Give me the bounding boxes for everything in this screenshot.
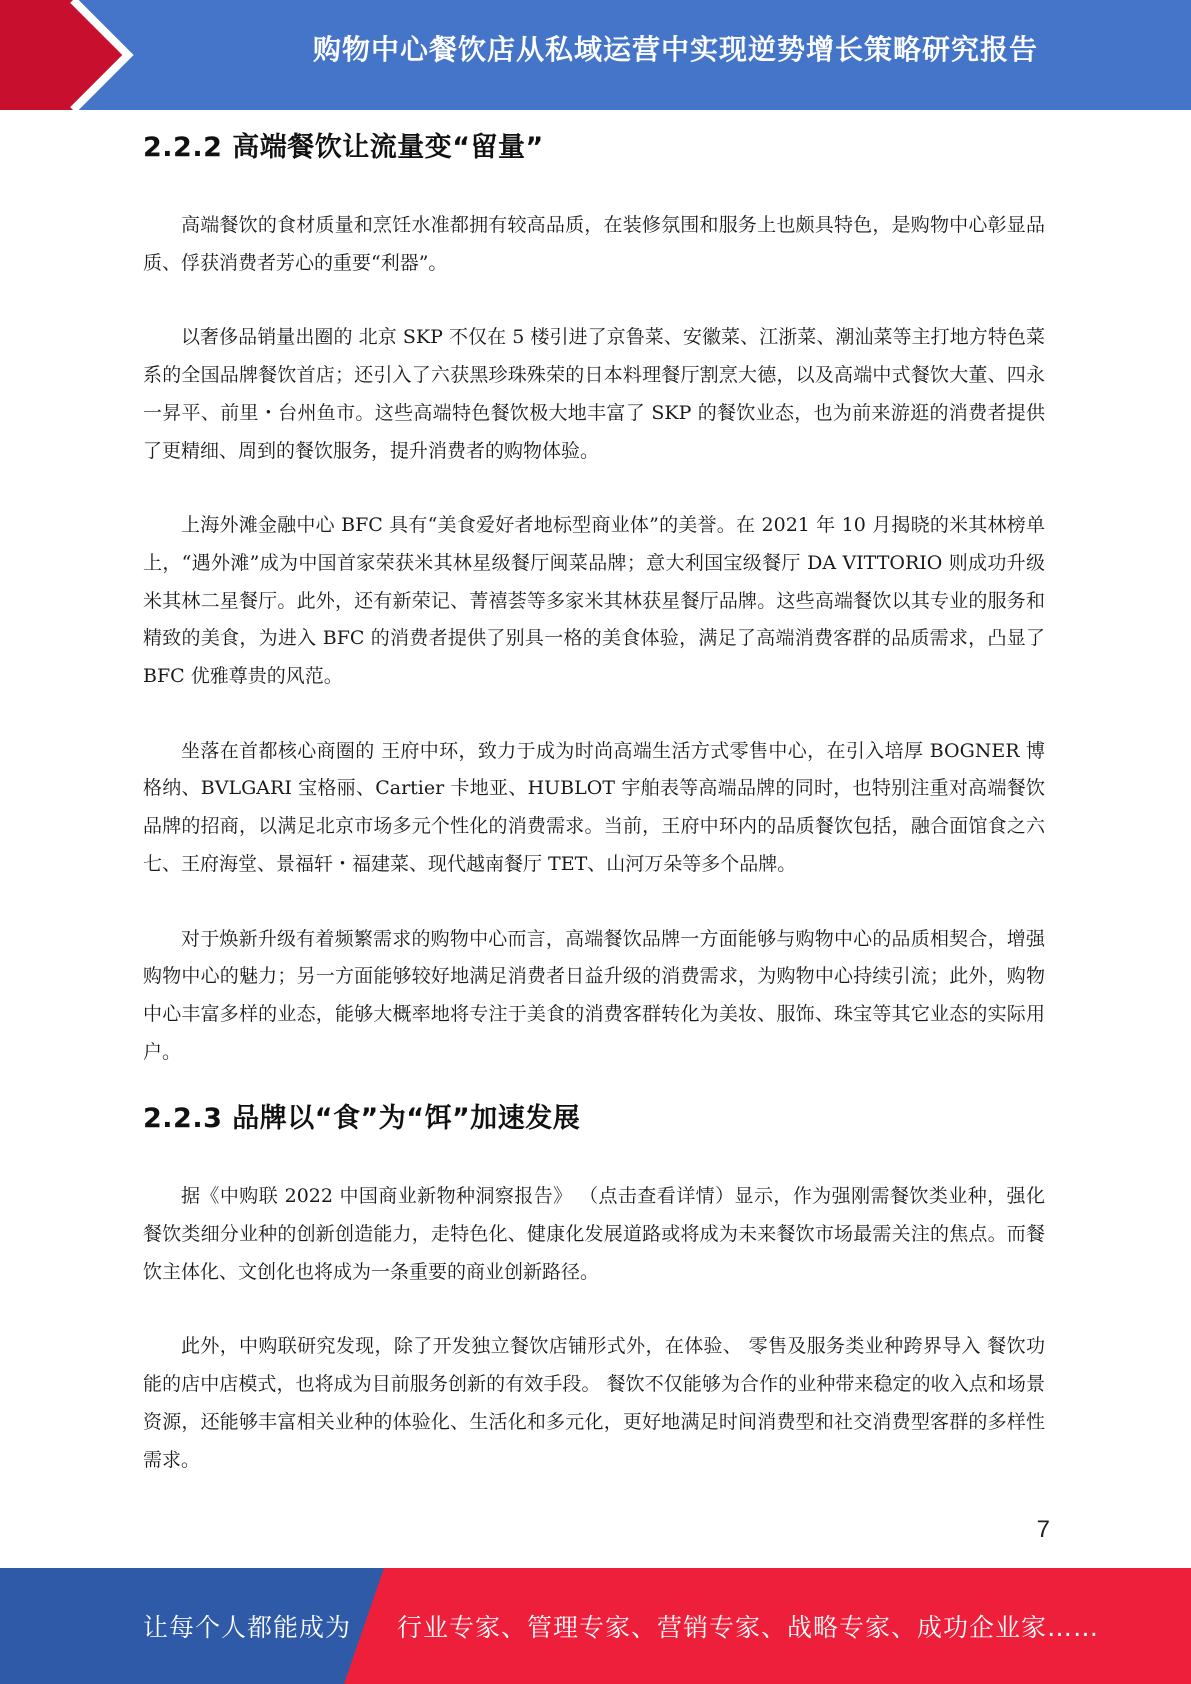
paragraph: 对于焕新升级有着频繁需求的购物中心而言，高端餐饮品牌一方面能够与购物中心的品质相契合，增强购物中心的魅力；另一方面能够较好地满足消费者日益升级的消费需求，为购物中心持续引流；此外，购物中心丰富多样的业态，能够大概率地将专注于美食的消费客群转化为美妆、服饰、珠宝等其它业态的实际用户。 bbox=[143, 927, 1045, 1063]
page-header bbox=[0, 0, 1191, 110]
section-heading-2-2-3: 2.2.3 品牌以“食”为“饵”加速发展 bbox=[143, 1103, 581, 1135]
document-body bbox=[143, 126, 1045, 1479]
footer-slogan-right: 行业专家、管理专家、营销专家、战略专家、成功企业家…… bbox=[397, 1613, 1100, 1642]
paragraph: 高端餐饮的食材质量和烹饪水准都拥有较高品质，在装修氛围和服务上也颇具特色，是购物中心彰显品质、俘获消费者芳心的重要“利器”。 bbox=[143, 214, 1045, 274]
page-footer bbox=[0, 1568, 1191, 1684]
paragraph: 坐落在首都核心商圈的 王府中环，致力于成为时尚高端生活方式零售中心，在引入培厚 BOGNER 博格纳、BVLGARI 宝格丽、Cartier 卡地亚、HUBLOT 宇舶表等高端品牌的同时，也特别注重对高端餐饮品牌的招商，以满足北京市场多元个性化的消费需求。当前，王府中环内的品质餐饮包括，融合面馆食之六七、王府海堂、景福轩・福建菜、现代越南餐厅 TET、山河万朵等多个品牌。 bbox=[143, 739, 1045, 875]
report-title: 购物中心餐饮店从私域运营中实现逆势增长策略研究报告 bbox=[312, 33, 1038, 66]
paragraph: 此外，中购联研究发现，除了开发独立餐饮店铺形式外，在体验、 零售及服务类业种跨界导入 餐饮功能的店中店模式，也将成为目前服务创新的有效手段。 餐饮不仅能够为合作的业种带来稳定的收入点和场景资源，还能够丰富相关业种的体验化、生活化和多元化，更好地满足时间消费型和社交消费型客群的多样性需求。 bbox=[143, 1335, 1045, 1471]
footer-slogan-left: 让每个人都能成为 bbox=[143, 1613, 352, 1642]
page-number: 7 bbox=[1036, 1516, 1050, 1543]
paragraph: 据《中购联 2022 中国商业新物种洞察报告》 （点击查看详情）显示，作为强刚需餐饮类业种，强化餐饮类细分业种的创新创造能力，走特色化、健康化发展道路或将成为未来餐饮市场最需关注的焦点。而餐饮主体化、文创化也将成为一条重要的商业创新路径。 bbox=[143, 1185, 1045, 1283]
paragraph: 以奢侈品销量出圈的 北京 SKP 不仅在 5 楼引进了京鲁菜、安徽菜、江浙菜、潮汕菜等主打地方特色菜系的全国品牌餐饮首店；还引入了六获黑珍珠殊荣的日本料理餐厅割烹大德，以及高端中式餐饮大董、四永一昇平、前里・台州鱼市。这些高端特色餐饮极大地丰富了 SKP 的餐饮业态，也为前来游逛的消费者提供了更精细、周到的餐饮服务，提升消费者的购物体验。 bbox=[143, 326, 1045, 462]
section-heading-2-2-2: 2.2.2 高端餐饮让流量变“留量” bbox=[143, 132, 544, 163]
paragraph: 上海外滩金融中心 BFC 具有“美食爱好者地标型商业体”的美誉。在 2021 年 10 月揭晓的米其林榜单上，“遇外滩”成为中国首家荣获米其林星级餐厅闽菜品牌；意大利国宝级餐厅 DA VITTORIO 则成功升级米其林二星餐厅。此外，还有新荣记、菁禧荟等多家米其林获星餐厅品牌。这些高端餐饮以其专业的服务和精致的美食，为进入 BFC 的消费者提供了别具一格的美食体验，满足了高端消费客群的品质需求，凸显了 BFC 优雅尊贵的风范。 bbox=[143, 514, 1045, 688]
